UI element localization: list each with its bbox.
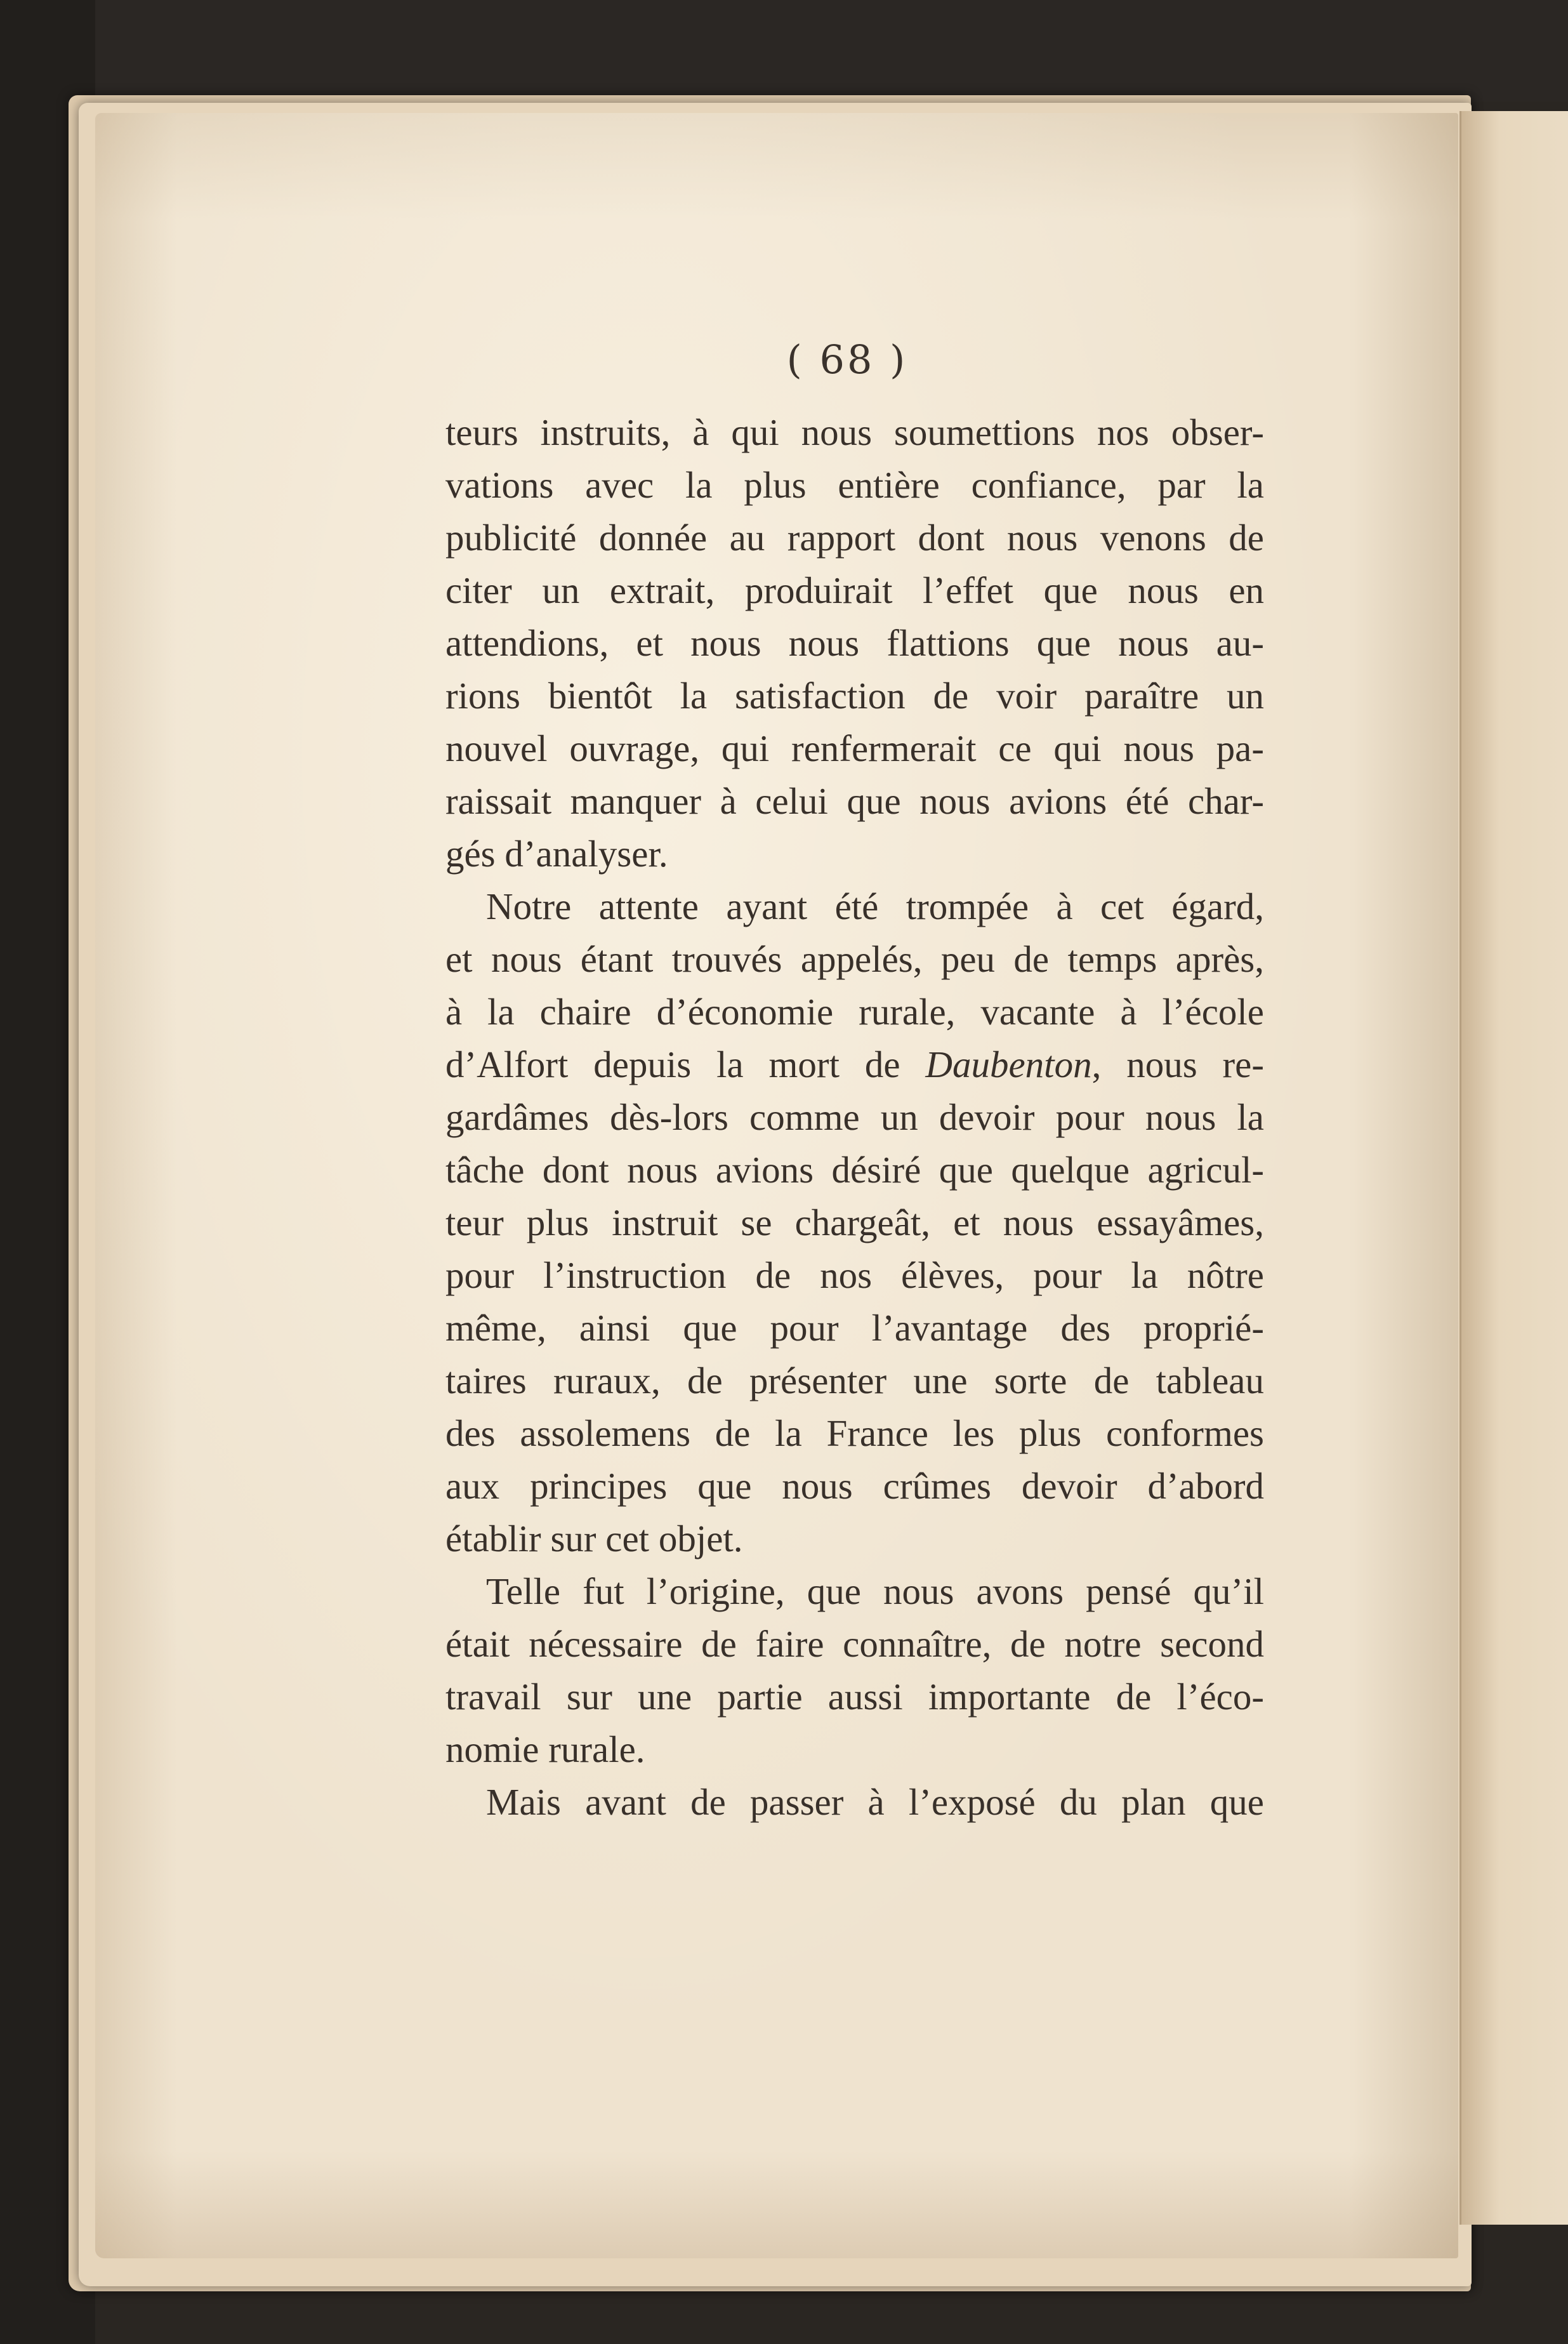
text-line: publicité donnée au rapport dont nous venons de [445,517,1264,559]
body-text [445,406,1264,1829]
text-line: à la chaire d’économie rurale, vacante à l’école [445,991,1264,1033]
facing-page-edge [1459,111,1568,2225]
text-line: même, ainsi que pour l’avantage des proprié- [445,1307,1264,1349]
text-line: Mais avant de passer à l’exposé du plan que [486,1781,1264,1823]
text-line: tâche dont nous avions désiré que quelque agricul- [445,1149,1264,1191]
text-line: pour l’instruction de nos élèves, pour la nôtre [445,1254,1264,1296]
text-line: d’Alfort depuis la mort de Daubenton, nous re- [445,1043,1264,1085]
text-line: gardâmes dès-lors comme un devoir pour nous la [445,1096,1264,1138]
text-line: Telle fut l’origine, que nous avons pensé qu’il [486,1570,1264,1612]
text-line: gés d’analyser. [445,833,668,875]
text-line: taires ruraux, de présenter une sorte de tableau [445,1360,1264,1401]
text-line: nouvel ouvrage, qui renfermerait ce qui nous pa- [445,727,1264,769]
backdrop-top [0,0,1568,102]
text-line: teur plus instruit se chargeât, et nous essayâmes, [445,1202,1264,1243]
text-line: des assolemens de la France les plus conformes [445,1412,1264,1454]
italic-name: Daubenton [925,1043,1092,1085]
page-number: ( 68 ) [786,336,908,383]
text-line: était nécessaire de faire connaître, de notre second [445,1623,1264,1665]
text-line: citer un extrait, produirait l’effet que nous en [445,569,1264,611]
text-line: vations avec la plus entière confiance, par la [445,464,1264,506]
text-line: nomie rurale. [445,1728,645,1770]
text-line: Notre attente ayant été trompée à cet égard, [486,885,1264,927]
text-line: travail sur une partie aussi importante de l’éco- [445,1676,1264,1718]
text-line: et nous étant trouvés appelés, peu de temps après, [445,938,1264,980]
text-line: établir sur cet objet. [445,1518,743,1559]
text-line: aux principes que nous crûmes devoir d’abord [445,1465,1264,1507]
text-line: raissait manquer à celui que nous avions été char- [445,780,1264,822]
text-line: attendions, et nous nous flattions que nous au- [445,622,1264,664]
text-line: teurs instruits, à qui nous soumettions nos obser- [445,411,1264,453]
text-line: rions bientôt la satisfaction de voir paraître un [445,675,1264,717]
